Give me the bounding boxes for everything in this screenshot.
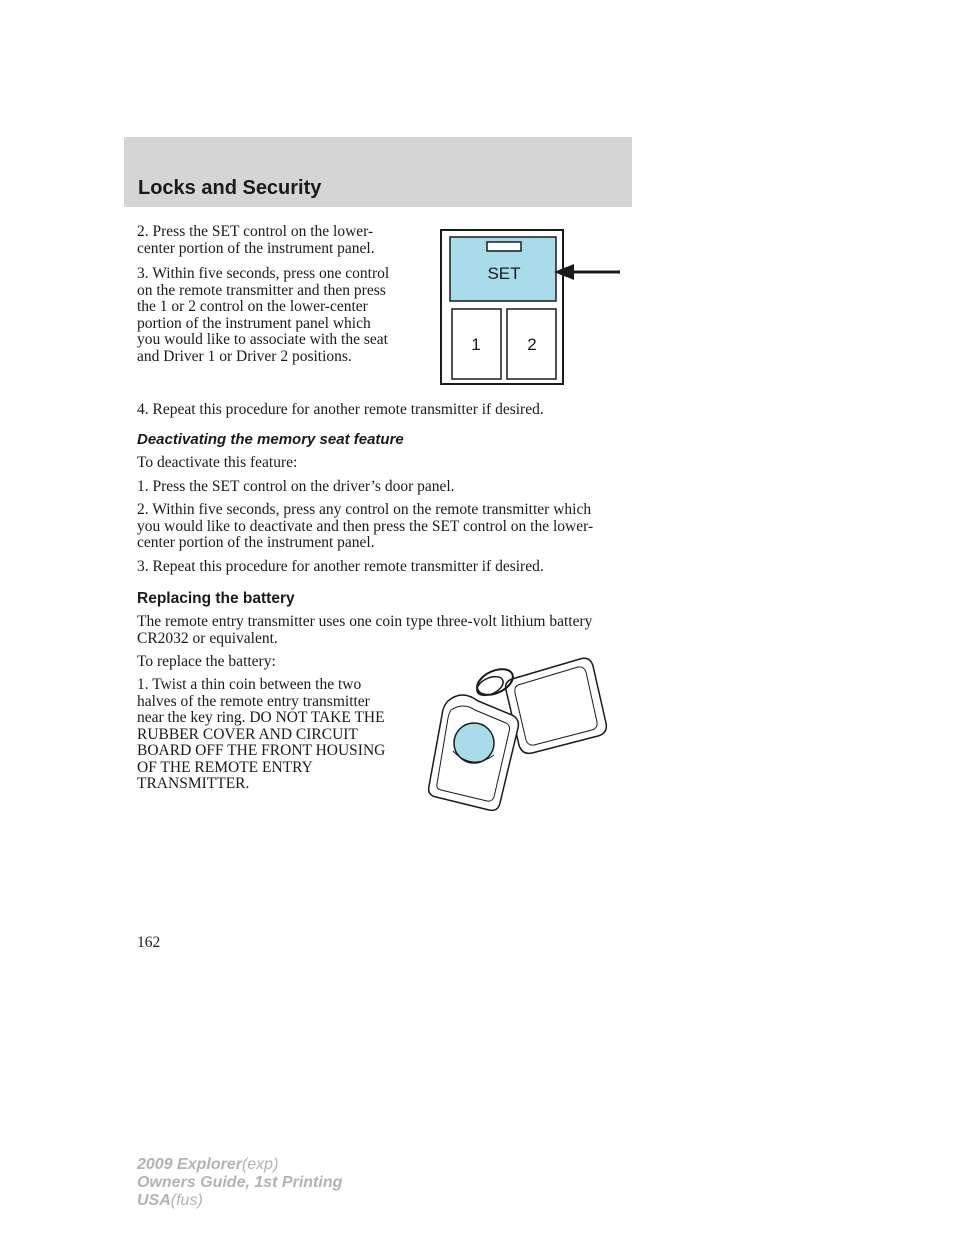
step-4-text: 4. Repeat this procedure for another remote transmitter if desired. (137, 401, 544, 418)
battery-heading: Replacing the battery (137, 590, 295, 607)
footer-model-code: (exp) (241, 1156, 279, 1173)
step-2-text: 2. Press the SET control on the lower-center portion of the instrument panel. (137, 223, 375, 257)
footer-market-code: (fus) (170, 1192, 203, 1209)
section-header-band (124, 137, 632, 207)
step-3-text: 3. Within five seconds, press one control on the remote transmitter and then press the 1 or 2 control on the lower-center portion of the instrument panel which you would like to associate with the seat and Driver 1 or Driver 2 positions. (137, 265, 390, 365)
set-button-label: SET (487, 264, 521, 283)
key-ring-inner (474, 673, 506, 699)
deactivate-heading: Deactivating the memory seat feature (137, 431, 404, 448)
deactivate-intro: To deactivate this feature: (137, 454, 298, 471)
footer-market: USA (137, 1192, 171, 1209)
deactivate-step-3: 3. Repeat this procedure for another remote transmitter if desired. (137, 557, 544, 575)
deactivate-step-2: 2. Within five seconds, press any control on the remote transmitter which you would like to deactivate and then press the SET control on the lower-center portion of the instrument panel. (137, 501, 594, 551)
set-indicator-light (487, 242, 521, 251)
memory-button-2-label: 2 (527, 335, 537, 354)
footer-line-market (137, 1192, 342, 1210)
remote-transmitter-illustration (420, 645, 610, 820)
memory-button-1-label: 1 (471, 335, 481, 354)
footer-line-model (137, 1156, 342, 1174)
page-number: 162 (137, 934, 161, 951)
battery-replace-intro: To replace the battery: (137, 653, 276, 670)
steps-top (137, 224, 397, 365)
footer (137, 1156, 342, 1210)
footer-guide: Owners Guide, 1st Printing (137, 1174, 343, 1191)
battery-intro: The remote entry transmitter uses one coin type three-volt lithium battery CR2032 or equivalent. (137, 613, 593, 647)
deactivate-step-1: 1. Press the SET control on the driver’s door panel. (137, 477, 455, 495)
battery-step-1: 1. Twist a thin coin between the two halves of the remote entry transmitter near the key ring. DO NOT TAKE THE RUBBER COVER AND CIRCUIT BOARD OFF THE FRONT HOUSING OF THE REMOTE ENTRY TRANSMITTER. (137, 676, 386, 792)
memory-seat-control-illustration (440, 229, 626, 387)
footer-model: 2009 Explorer (137, 1156, 242, 1173)
section-title: Locks and Security (138, 177, 322, 199)
deactivate-section (137, 455, 617, 575)
